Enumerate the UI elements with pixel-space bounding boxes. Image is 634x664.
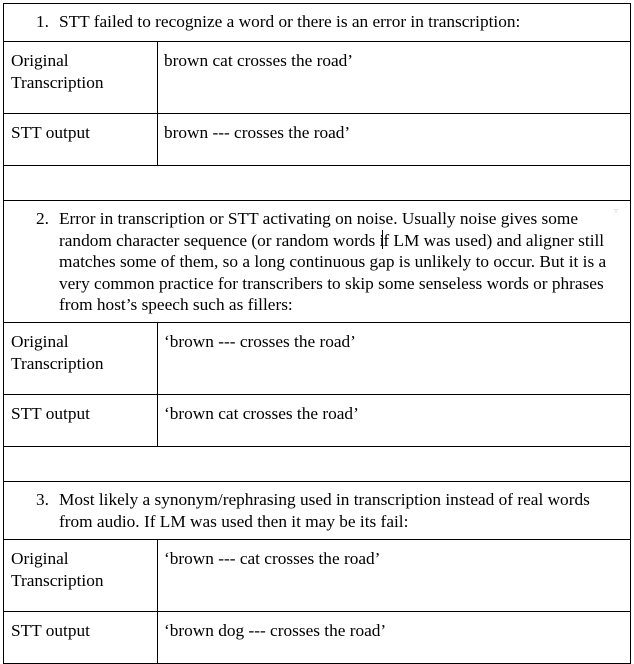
row-label: STT output [11, 404, 90, 423]
row-value-cell[interactable] [158, 395, 631, 447]
section-2-heading-text-end: f LM was used) and aligner still matches some of them, so a long continuous gap is unlikely to occur. But it is a very common practice for transcribers to skip some senseless words or phrases from host’s speech such as fillers: [59, 230, 607, 314]
chevron-down-icon[interactable]: ▿ [614, 206, 619, 215]
row-label-cell[interactable] [4, 540, 158, 612]
row-value: brown cat crosses the road’ [164, 51, 354, 70]
transcription-error-table [3, 3, 631, 664]
section-2-number: 2. [36, 209, 49, 228]
row-value-cell[interactable] [158, 612, 631, 664]
row-value: ‘brown dog --- crosses the road’ [164, 621, 387, 640]
spacer-row [4, 447, 631, 482]
section-1-number: 1. [36, 12, 49, 31]
table-row [4, 540, 631, 612]
table-row [4, 42, 631, 114]
table-row [4, 323, 631, 395]
row-label: Original Transcription [11, 51, 104, 92]
section-2-heading-cell[interactable] [4, 201, 631, 323]
row-label-cell[interactable] [4, 395, 158, 447]
row-label: Original Transcription [11, 549, 104, 590]
row-label: STT output [11, 123, 90, 142]
table-row [4, 114, 631, 166]
row-label-cell[interactable] [4, 323, 158, 395]
row-value-cell[interactable] [158, 540, 631, 612]
row-label: STT output [11, 621, 90, 640]
row-label-cell[interactable] [4, 114, 158, 166]
row-value: ‘brown --- crosses the road’ [164, 332, 356, 351]
row-value-cell[interactable] [158, 323, 631, 395]
row-label-cell[interactable] [4, 612, 158, 664]
section-2-heading-text-start: Error in transcription or STT activating on noise. Usually noise gives some random character sequence (or random words i [59, 209, 578, 250]
empty-cell[interactable] [4, 166, 631, 201]
section-3-heading-row [4, 482, 631, 540]
row-label: Original Transcription [11, 332, 104, 373]
spacer-row [4, 166, 631, 201]
table-row [4, 612, 631, 664]
section-1-heading-text: STT failed to recognize a word or there is an error in transcription: [59, 12, 521, 31]
section-1-heading-row [4, 4, 631, 42]
section-2-heading-row [4, 201, 631, 323]
section-3-heading-cell[interactable] [4, 482, 631, 540]
section-3-number: 3. [36, 490, 49, 509]
section-3-heading-text: Most likely a synonym/rephrasing used in transcription instead of real words from audio. If LM was used then it may be its fail: [59, 490, 590, 531]
row-label-cell[interactable] [4, 42, 158, 114]
row-value: ‘brown cat crosses the road’ [164, 404, 359, 423]
section-1-heading-cell[interactable] [4, 4, 631, 42]
empty-cell[interactable] [4, 447, 631, 482]
row-value: brown --- crosses the road’ [164, 123, 351, 142]
row-value-cell[interactable] [158, 114, 631, 166]
table-row [4, 395, 631, 447]
row-value: ‘brown --- cat crosses the road’ [164, 549, 381, 568]
row-value-cell[interactable] [158, 42, 631, 114]
